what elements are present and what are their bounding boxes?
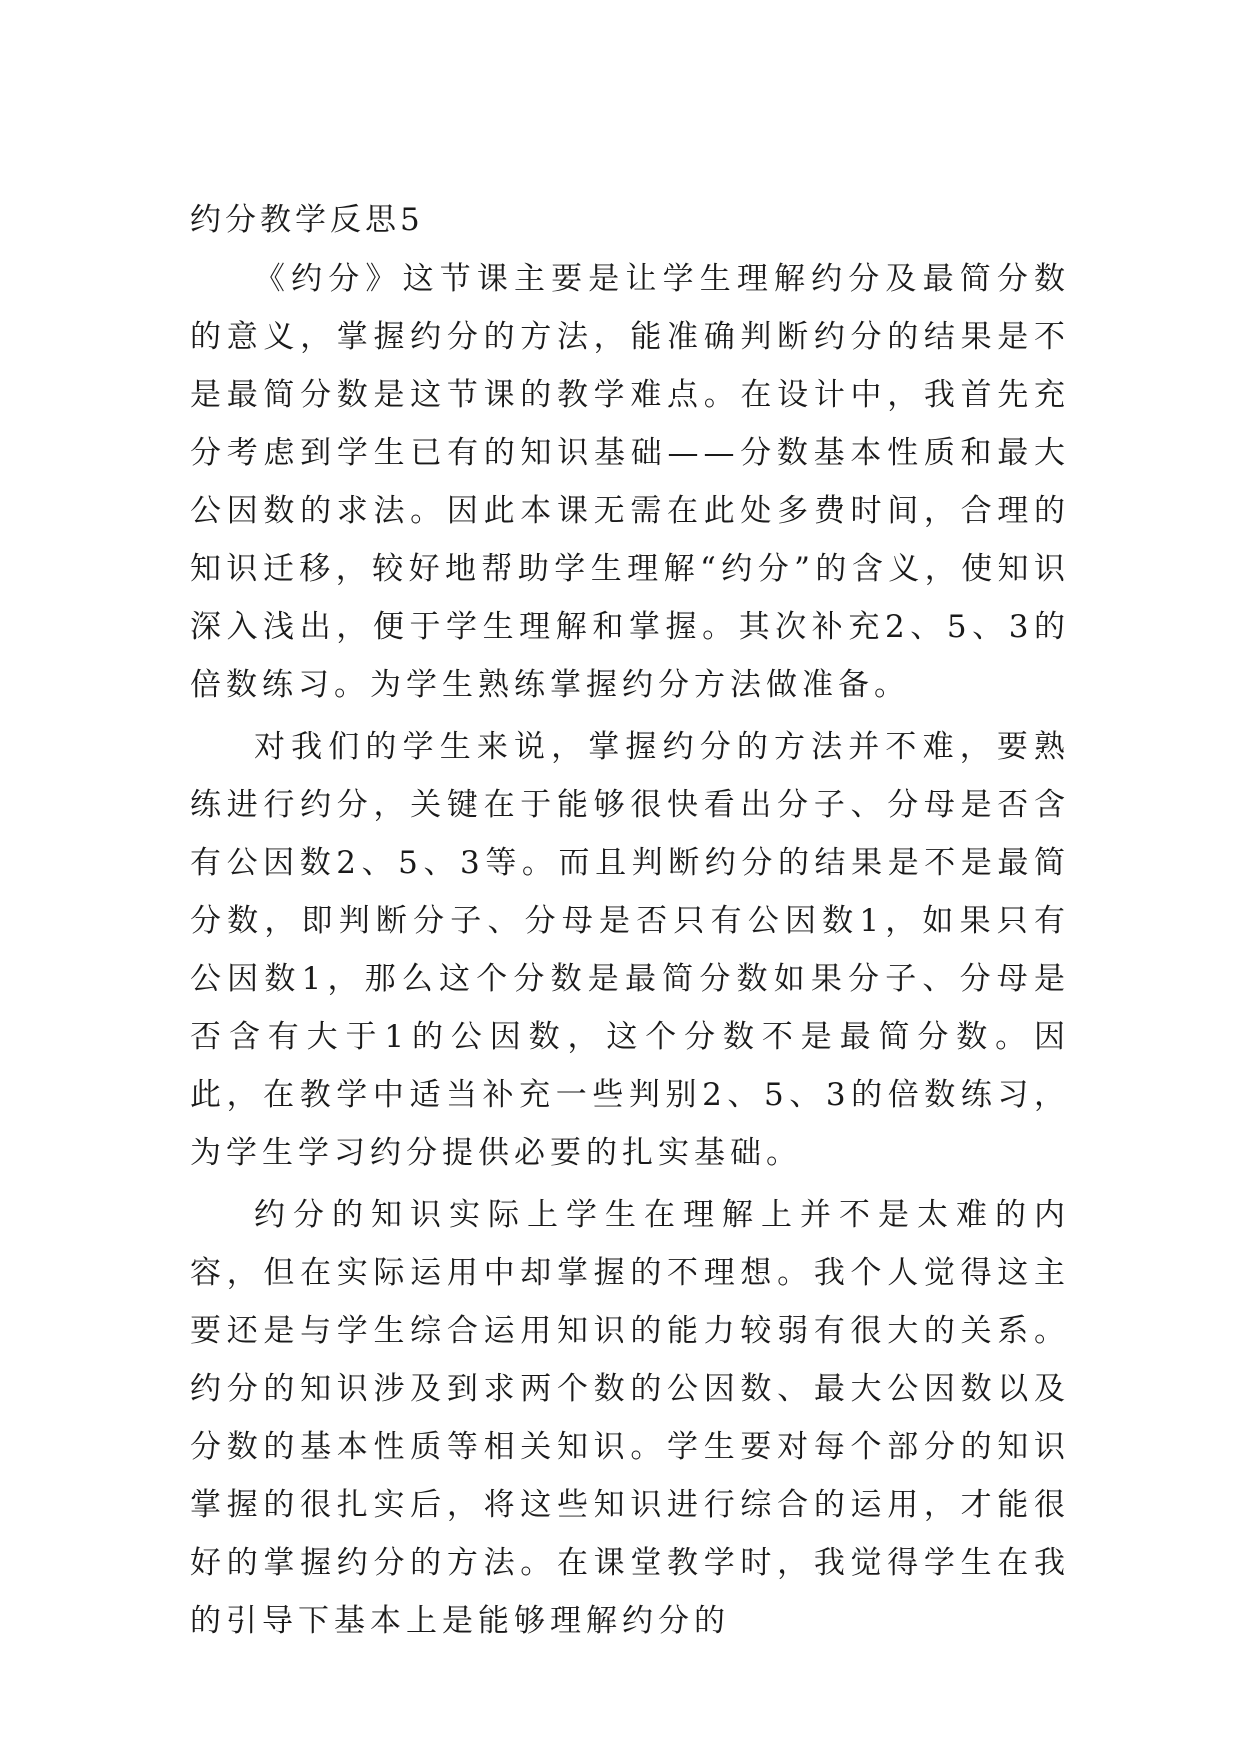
paragraph-3: 约分的知识实际上学生在理解上并不是太难的内容，但在实际运用中却掌握的不理想。我个人觉得这主要还是与学生综合运用知识的能力较弱有很大的关系。约分的知识涉及到求两个数的公因数、最大公因数以及分数的基本性质等相关知识。学生要对每个部分的知识掌握的很扎实后，将这些知识进行综合的运用，才能很好的掌握约分的方法。在课堂教学时，我觉得学生在我的引导下基本上是能够理解约分的	[190, 1197, 1070, 1639]
document-title: 约分教学反思5	[190, 202, 424, 238]
paragraph-2: 对我们的学生来说，掌握约分的方法并不难，要熟练进行约分，关键在于能够很快看出分子、分母是否含有公因数2、5、3等。而且判断约分的结果是不是最简分数，即判断分子、分母是否只有公因数1，如果只有公因数1，那么这个分数是最简分数如果分子、分母是否含有大于1的公因数，这个分数不是最简分数。因此，在教学中适当补充一些判别2、5、3的倍数练习，为学生学习约分提供必要的扎实基础。	[190, 729, 1070, 1171]
document-page	[190, 200, 1070, 1654]
paragraph-1: 《约分》这节课主要是让学生理解约分及最简分数的意义，掌握约分的方法，能准确判断约分的结果是不是最简分数是这节课的教学难点。在设计中，我首先充分考虑到学生已有的知识基础——分数基本性质和最大公因数的求法。因此本课无需在此处多费时间，合理的知识迁移，较好地帮助学生理解“约分”的含义，使知识深入浅出，便于学生理解和掌握。其次补充2、5、3的倍数练习。为学生熟练掌握约分方法做准备。	[190, 261, 1070, 703]
